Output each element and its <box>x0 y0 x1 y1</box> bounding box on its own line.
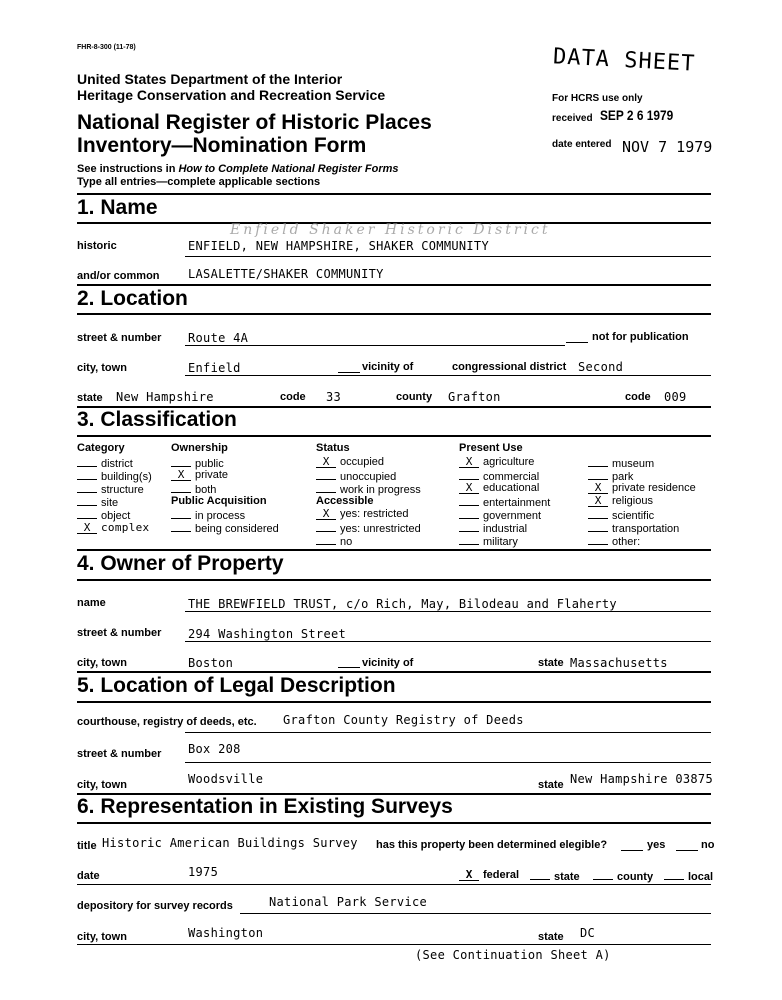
checkbox-in-process[interactable] <box>171 508 245 522</box>
category-head: Category <box>77 442 125 454</box>
handwritten-name: Enfield Shaker Historic District <box>230 222 551 238</box>
section-2-heading: 2. Location <box>77 287 188 310</box>
legal-state-label: state <box>538 779 564 791</box>
owner-name-value: THE BREWFIELD TRUST, c/o Rich, May, Bilodeau and Flaherty <box>188 597 617 611</box>
checkbox-work-in-progress[interactable] <box>316 482 421 496</box>
section-1-heading: 1. Name <box>77 196 158 219</box>
no-label: no <box>340 536 353 548</box>
courthouse-label: courthouse, registry of deeds, etc. <box>77 716 257 728</box>
checkbox-object[interactable] <box>77 508 130 522</box>
yes-unrestricted-label: yes: unrestricted <box>340 523 421 535</box>
checkbox-structure[interactable] <box>77 482 144 496</box>
rule-s2-bottom <box>77 313 711 315</box>
other-label: other: <box>612 536 641 548</box>
code-value: 33 <box>326 390 342 404</box>
code2-label: code <box>625 391 651 403</box>
rule-s3-bottom <box>77 435 711 437</box>
educational-label: educational <box>483 482 540 494</box>
checkbox-complex[interactable]: X complex <box>77 521 149 534</box>
section-5-heading: 5. Location of Legal Description <box>77 674 396 697</box>
work-in-progress-label: work in progress <box>340 484 421 496</box>
checkbox-district[interactable] <box>77 456 133 470</box>
entertainment-label: entertainment <box>483 497 551 509</box>
depository-value: National Park Service <box>269 895 428 909</box>
owner-street-line <box>185 641 711 642</box>
survey-title-label: title <box>77 840 97 852</box>
local-survey-label: local <box>688 871 714 883</box>
occupied-label: occupied <box>340 456 385 468</box>
owner-city-label: city, town <box>77 657 127 669</box>
section-4-heading: 4. Owner of Property <box>77 552 284 575</box>
status-head: Status <box>316 442 350 454</box>
checkbox-private[interactable]: X private <box>171 469 228 481</box>
owner-name-line <box>185 611 711 612</box>
rule-s6-bottom <box>77 822 711 824</box>
instructions-line-2: Type all entries—complete applicable sections <box>77 176 321 188</box>
common-name-value: LASALETTE/SHAKER COMMUNITY <box>188 267 384 281</box>
dept-line-2: Heritage Conservation and Recreation Service <box>77 87 386 103</box>
data-sheet-stamp: DATA SHEET <box>552 44 697 77</box>
site-label: site <box>101 497 119 509</box>
checkbox-unoccupied[interactable] <box>316 469 396 483</box>
checkbox-site[interactable] <box>77 495 118 509</box>
rule-s1-top <box>77 193 711 195</box>
museum-label: museum <box>612 458 655 470</box>
form-title-2: Inventory—Nomination Form <box>77 134 367 157</box>
state-survey-label: state <box>554 871 580 883</box>
buildings-label: building(s) <box>101 471 152 483</box>
street-label: street & number <box>77 332 162 344</box>
complex-label: complex <box>101 521 150 534</box>
received-label: received <box>552 113 593 124</box>
industrial-label: industrial <box>483 523 528 535</box>
checkbox-yes-unrestricted[interactable] <box>316 521 421 535</box>
survey-city-line <box>77 944 711 945</box>
commercial-label: commercial <box>483 471 540 483</box>
scientific-label: scientific <box>612 510 655 522</box>
agriculture-label: agriculture <box>483 456 535 468</box>
survey-state-value: DC <box>580 926 596 940</box>
code-label: code <box>280 391 306 403</box>
city-label: city, town <box>77 362 127 374</box>
yes-blank[interactable] <box>621 850 643 851</box>
survey-state-label: state <box>538 931 564 943</box>
no-label-s6: no <box>701 839 715 851</box>
legal-state-value: New Hampshire 03875 <box>570 772 713 786</box>
owner-street-value: 294 Washington Street <box>188 627 347 641</box>
hcrs-heading: For HCRS use only <box>552 93 643 104</box>
congressional-district-value: Second <box>578 360 624 374</box>
county-survey-label: county <box>617 871 654 883</box>
checkbox-entertainment[interactable] <box>459 495 550 509</box>
dept-line-1: United States Department of the Interior <box>77 71 343 87</box>
unoccupied-label: unoccupied <box>340 471 397 483</box>
checkbox-scientific[interactable] <box>588 508 654 522</box>
checkbox-county-survey[interactable] <box>593 869 653 883</box>
instructions-title: How to Complete National Register Forms <box>178 163 399 175</box>
present-use-head: Present Use <box>459 442 523 454</box>
survey-city-label: city, town <box>77 931 127 943</box>
form-title-1: National Register of Historic Places <box>77 111 432 134</box>
rule-s4-bottom <box>77 579 711 581</box>
federal-label: federal <box>483 869 520 881</box>
checkbox-other[interactable] <box>588 534 640 548</box>
checkbox-state-survey[interactable] <box>530 869 580 883</box>
legal-street-value: Box 208 <box>188 742 241 756</box>
yes-restricted-label: yes: restricted <box>340 508 409 520</box>
rule-s4-top <box>77 549 711 551</box>
rule-s5-bottom <box>77 701 711 703</box>
checkbox-buildings[interactable] <box>77 469 152 483</box>
government-label: government <box>483 510 542 522</box>
checkbox-religious[interactable]: X religious <box>588 495 653 507</box>
street-line <box>185 345 565 346</box>
religious-label: religious <box>612 495 653 507</box>
checkbox-museum[interactable] <box>588 456 654 470</box>
legal-street-line <box>185 762 711 763</box>
legal-city-label: city, town <box>77 779 127 791</box>
historic-name-value: ENFIELD, NEW HAMPSHIRE, SHAKER COMMUNITY <box>188 239 489 253</box>
owner-state-value: Massachusetts <box>570 656 668 670</box>
instructions-line-1 <box>77 163 399 175</box>
checkbox-industrial[interactable] <box>459 521 527 535</box>
code2-value: 009 <box>664 390 687 404</box>
date-line <box>77 884 711 885</box>
continuation-note: (See Continuation Sheet A) <box>415 948 611 962</box>
date-entered-value: NOV 7 1979 <box>622 138 713 156</box>
courthouse-value: Grafton County Registry of Deeds <box>283 713 524 727</box>
private-residence-label: private residence <box>612 482 696 494</box>
public-label: public <box>195 458 224 470</box>
depository-label: depository for survey records <box>77 900 233 912</box>
survey-city-value: Washington <box>188 926 264 940</box>
transportation-label: transportation <box>612 523 680 535</box>
vicinity-label: vicinity of <box>362 361 414 373</box>
checkbox-occupied[interactable]: X occupied <box>316 456 384 468</box>
public-acquisition-head: Public Acquisition <box>171 495 267 507</box>
congressional-district-label: congressional district <box>452 361 567 373</box>
survey-date-label: date <box>77 870 100 882</box>
private-label: private <box>195 469 229 481</box>
rule-s2-top <box>77 284 711 286</box>
survey-date-value: 1975 <box>188 865 219 879</box>
county-label: county <box>396 391 433 403</box>
state-label: state <box>77 392 103 404</box>
historic-line <box>185 256 711 257</box>
section-3-heading: 3. Classification <box>77 408 237 431</box>
checkbox-both[interactable] <box>171 482 216 496</box>
accessible-head: Accessible <box>316 495 374 507</box>
rule-s5-top <box>77 671 711 673</box>
checkbox-military[interactable] <box>459 534 518 548</box>
both-label: both <box>195 484 217 496</box>
legal-street-label: street & number <box>77 748 162 760</box>
checkbox-local-survey[interactable] <box>664 869 713 883</box>
owner-street-label: street & number <box>77 627 162 639</box>
being-considered-label: being considered <box>195 523 279 535</box>
in-process-label: in process <box>195 510 246 522</box>
checkbox-being-considered[interactable] <box>171 521 279 535</box>
city-value: Enfield <box>188 361 241 375</box>
checkbox-transportation[interactable] <box>588 521 679 535</box>
object-label: object <box>101 510 131 522</box>
yes-label: yes <box>647 839 666 851</box>
instructions-prefix: See instructions in <box>77 163 179 175</box>
owner-city-value: Boston <box>188 656 234 670</box>
county-value: Grafton <box>448 390 501 404</box>
street-value: Route 4A <box>188 331 249 345</box>
owner-state-label: state <box>538 657 564 669</box>
historic-label: historic <box>77 240 117 252</box>
common-label: and/or common <box>77 270 160 282</box>
received-value: SEP 2 6 1979 <box>600 107 674 123</box>
district-label: district <box>101 458 133 470</box>
state-value: New Hampshire <box>116 390 214 404</box>
no-blank[interactable] <box>676 850 698 851</box>
owner-vicinity-label: vicinity of <box>362 657 414 669</box>
depository-line <box>240 913 711 914</box>
checkbox-agriculture[interactable]: X agriculture <box>459 456 534 468</box>
courthouse-line <box>185 732 711 733</box>
survey-title-value: Historic American Buildings Survey <box>102 836 358 850</box>
form-number: FHR-8-300 (11-78) <box>77 44 136 51</box>
structure-label: structure <box>101 484 144 496</box>
eligible-question: has this property been determined elegible? <box>376 839 608 851</box>
military-label: military <box>483 536 518 548</box>
checkbox-government[interactable] <box>459 508 541 522</box>
checkbox-no[interactable] <box>316 534 352 548</box>
date-entered-label: date entered <box>552 139 612 150</box>
owner-vicinity-blank <box>338 667 360 668</box>
park-label: park <box>612 471 634 483</box>
checkbox-yes-restricted[interactable]: X yes: restricted <box>316 508 408 520</box>
not-for-publication-label: not for publication <box>592 331 689 343</box>
vicinity-blank <box>338 372 360 373</box>
not-pub-blank <box>566 342 588 343</box>
city-line <box>185 375 711 376</box>
legal-city-value: Woodsville <box>188 772 264 786</box>
section-6-heading: 6. Representation in Existing Surveys <box>77 795 453 818</box>
checkbox-educational[interactable]: X educational <box>459 482 539 494</box>
checkbox-federal[interactable]: X federal <box>459 869 519 881</box>
owner-name-label: name <box>77 597 106 609</box>
ownership-head: Ownership <box>171 442 228 454</box>
checkbox-private-residence[interactable]: X private residence <box>588 482 696 494</box>
